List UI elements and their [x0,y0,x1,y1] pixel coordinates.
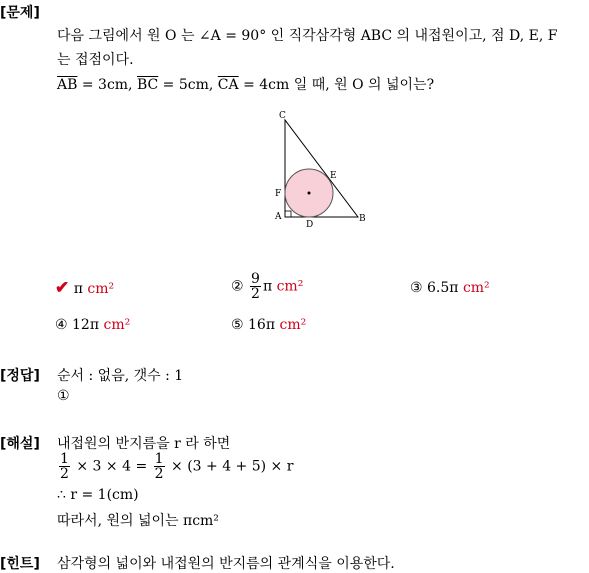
answer-label: [정답] [0,368,40,384]
option-1-unit: cm² [87,281,115,297]
answer-line-1: 순서 : 없음, 갯수 : 1 [57,368,184,384]
label-b: B [359,214,366,224]
problem-label: [문제] [0,5,40,21]
label-a: A [275,212,282,222]
label-e: E [330,171,337,181]
segment-bc-value: = 5cm, [158,77,218,93]
option-2-denominator: 2 [251,286,260,302]
center-o-dot [308,192,311,195]
solution-line-1: 내접원의 반지름을 r 라 하면 [57,436,231,452]
option-5-value: 16π [248,317,276,333]
option-5[interactable] [231,317,306,333]
option-4[interactable] [55,317,130,333]
option-1-value: π [73,281,83,297]
option-2-numerator: 9 [251,271,260,287]
eq-right-fraction [154,452,165,481]
option-3-value: 6.5π [427,280,459,296]
option-4-marker: ④ [55,317,68,333]
option-2-fraction [250,272,261,301]
eq-left-rest: × 3 × 4 = [76,458,148,475]
label-d: D [306,220,314,230]
option-2-unit: cm² [276,278,304,295]
option-5-marker: ⑤ [231,317,244,333]
option-3-marker: ③ [410,280,423,296]
eq-left-fraction [59,452,70,481]
right-angle-mark [285,211,291,217]
segment-ab-value: = 3cm, [77,77,137,93]
solution-label: [해설] [0,436,40,452]
problem-line-3 [57,74,434,94]
label-f: F [275,189,282,199]
problem-line-1: 다음 그림에서 원 O 는 ∠A = 90° 인 직각삼각형 ABC 의 내접원이고, 점 D, E, F [57,28,558,44]
option-2-marker: ② [231,278,244,295]
option-3[interactable] [410,280,490,296]
option-2[interactable] [231,272,303,301]
segment-ca: $\overline{CA}$ [217,77,239,93]
check-icon: ✔ [55,278,70,298]
segment-bc: $\overline{BC}$ [136,77,159,93]
eq-left-numerator: 1 [60,451,69,467]
eq-left-denominator: 2 [60,466,69,482]
segment-ca-value: = 4cm 일 때, 원 O 의 넓이는? [238,77,435,93]
eq-right-numerator: 1 [154,451,164,467]
solution-line-4: 따라서, 원의 넓이는 πcm² [57,513,219,529]
solution-line-3: ∴ r = 1(cm) [57,487,139,503]
solution-equation [57,452,293,481]
option-1[interactable] [55,278,114,298]
option-2-value: π [262,278,273,295]
hint-label: [힌트] [0,556,40,572]
option-3-unit: cm² [462,280,490,296]
triangle-figure [270,105,370,230]
problem-line-2: 는 접점이다. [57,52,134,68]
eq-right-rest: × (3 + 4 + 5) × r [171,458,294,475]
eq-right-denominator: 2 [154,466,164,482]
answer-line-2: ① [57,388,70,404]
option-4-unit: cm² [103,317,131,333]
option-5-unit: cm² [279,317,307,333]
label-c: C [279,111,286,121]
segment-ab: $\overline{AB}$ [57,77,78,93]
option-4-value: 12π [72,317,100,333]
hint-line-1: 삼각형의 넓이와 내접원의 반지름의 관계식을 이용한다. [57,556,395,572]
